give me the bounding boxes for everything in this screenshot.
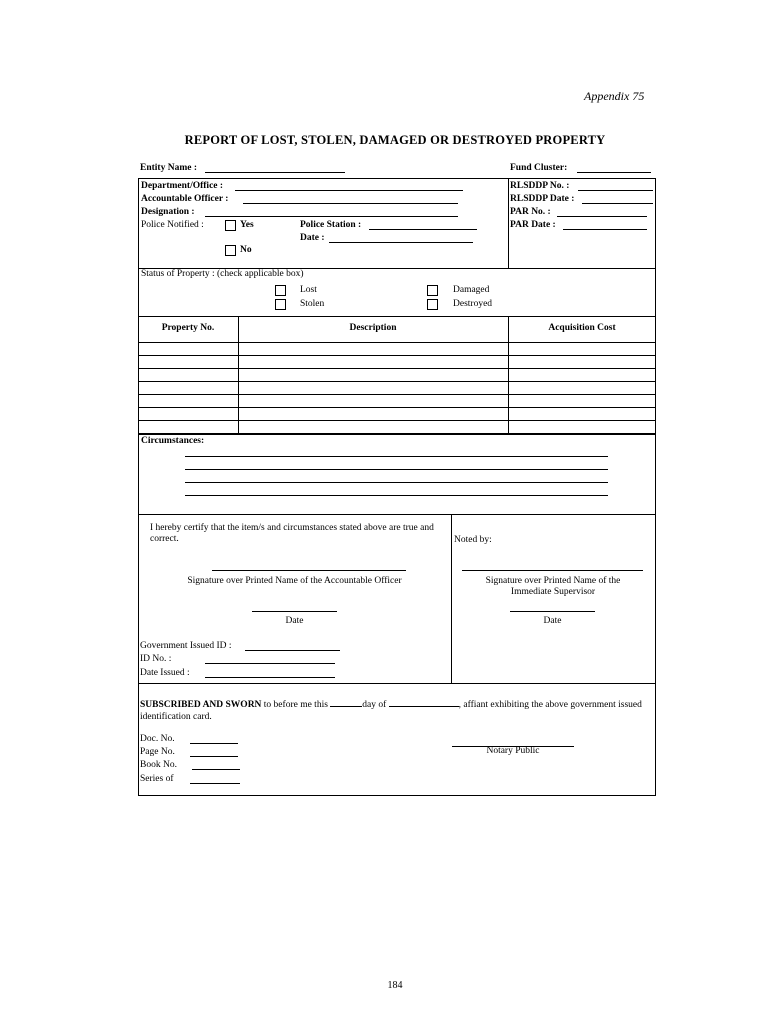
supervisor-date-label: Date (543, 616, 562, 626)
entity-name-field[interactable] (205, 172, 345, 173)
noted-by-label: Noted by: (454, 535, 492, 545)
col-acquisition-cost: Acquisition Cost (548, 323, 616, 333)
table-row[interactable] (138, 420, 656, 421)
sworn-part2: day of (362, 700, 387, 710)
rlsddp-date-field[interactable] (582, 203, 653, 204)
stolen-checkbox[interactable] (275, 299, 286, 310)
par-date-label: PAR Date : (510, 220, 556, 230)
fund-cluster-label: Fund Cluster: (510, 163, 568, 173)
notary-label: Notary Public (486, 746, 540, 756)
divider-circumstances (138, 514, 656, 515)
par-no-label: PAR No. : (510, 207, 551, 217)
supervisor-signature-field[interactable] (462, 570, 643, 571)
divider-certify (138, 683, 656, 684)
table-row[interactable] (138, 381, 656, 382)
destroyed-label: Destroyed (453, 299, 493, 309)
divider-status (138, 316, 656, 317)
rlsddp-no-field[interactable] (578, 190, 653, 191)
lost-label: Lost (300, 285, 317, 295)
par-date-field[interactable] (563, 229, 647, 230)
col-description: Description (349, 323, 397, 333)
page-number: 184 (387, 980, 403, 991)
doc-no-field[interactable] (190, 743, 238, 744)
sworn-part3: , affiant exhibiting the above government issued identification card. (140, 700, 642, 722)
certify-divider (451, 514, 452, 683)
gov-id-field[interactable] (245, 650, 340, 651)
officer-signature-label: Signature over Printed Name of the Accountable Officer (187, 576, 402, 586)
no-checkbox[interactable] (225, 245, 236, 256)
page-no-label: Page No. (140, 747, 175, 757)
department-label: Department/Office : (141, 181, 224, 191)
table-row[interactable] (138, 355, 656, 356)
sworn-bold: SUBSCRIBED AND SWORN (140, 700, 262, 710)
table-row[interactable] (138, 433, 656, 434)
doc-no-label: Doc. No. (140, 734, 175, 744)
page-no-field[interactable] (190, 756, 238, 757)
accountable-officer-label: Accountable Officer : (141, 194, 229, 204)
table-row[interactable] (138, 394, 656, 395)
col-property-no: Property No. (161, 323, 215, 333)
series-of-field[interactable] (190, 783, 240, 784)
lost-checkbox[interactable] (275, 285, 286, 296)
supervisor-signature-label: Signature over Printed Name of the Immediate Supervisor (485, 576, 621, 597)
police-notified-label: Police Notified : (141, 220, 204, 230)
id-no-label: ID No. : (140, 654, 172, 664)
book-no-label: Book No. (140, 760, 177, 770)
police-date-field[interactable] (329, 242, 473, 243)
circumstances-line[interactable] (185, 495, 608, 496)
stolen-label: Stolen (300, 299, 325, 309)
date-issued-field[interactable] (205, 677, 335, 678)
table-col-divider-2 (508, 316, 509, 434)
yes-label: Yes (240, 220, 254, 230)
status-label: Status of Property : (check applicable box) (141, 269, 304, 279)
no-label: No (240, 245, 252, 255)
id-no-field[interactable] (205, 663, 335, 664)
circumstances-label: Circumstances: (141, 436, 205, 446)
police-station-label: Police Station : (300, 220, 362, 230)
destroyed-checkbox[interactable] (427, 299, 438, 310)
officer-signature-field[interactable] (212, 570, 406, 571)
designation-label: Designation : (141, 207, 195, 217)
circumstances-line[interactable] (185, 482, 608, 483)
info-divider (508, 178, 509, 268)
police-date-label: Date : (300, 233, 325, 243)
police-station-field[interactable] (369, 229, 477, 230)
par-no-field[interactable] (557, 216, 647, 217)
table-col-divider-1 (238, 316, 239, 434)
supervisor-date-field[interactable] (510, 611, 595, 612)
designation-field[interactable] (205, 216, 458, 217)
certify-text: I hereby certify that the item/s and circumstances stated above are true and correct. (150, 523, 434, 544)
form-title: REPORT OF LOST, STOLEN, DAMAGED OR DESTROYED PROPERTY (184, 133, 606, 147)
rlsddp-no-label: RLSDDP No. : (510, 181, 570, 191)
rlsddp-date-label: RLSDDP Date : (510, 194, 575, 204)
yes-checkbox[interactable] (225, 220, 236, 231)
sworn-month-field[interactable] (389, 706, 459, 707)
table-header-divider (138, 342, 656, 343)
entity-name-label: Entity Name : (140, 163, 197, 173)
department-field[interactable] (235, 190, 463, 191)
officer-date-label: Date (285, 616, 304, 626)
gov-id-label: Government Issued ID : (140, 641, 232, 651)
circumstances-line[interactable] (185, 456, 608, 457)
book-no-field[interactable] (192, 769, 240, 770)
series-of-label: Series of (140, 774, 174, 784)
sworn-day-field[interactable] (330, 706, 362, 707)
sworn-part1: to before me this (261, 700, 328, 710)
accountable-officer-field[interactable] (243, 203, 458, 204)
appendix-label: Appendix 75 (584, 89, 645, 103)
date-issued-label: Date Issued : (140, 668, 190, 678)
circumstances-line[interactable] (185, 469, 608, 470)
damaged-checkbox[interactable] (427, 285, 438, 296)
divider-table (138, 434, 656, 435)
officer-date-field[interactable] (252, 611, 337, 612)
fund-cluster-field[interactable] (577, 172, 651, 173)
table-row[interactable] (138, 368, 656, 369)
sworn-text (140, 699, 650, 723)
table-row[interactable] (138, 407, 656, 408)
damaged-label: Damaged (453, 285, 490, 295)
